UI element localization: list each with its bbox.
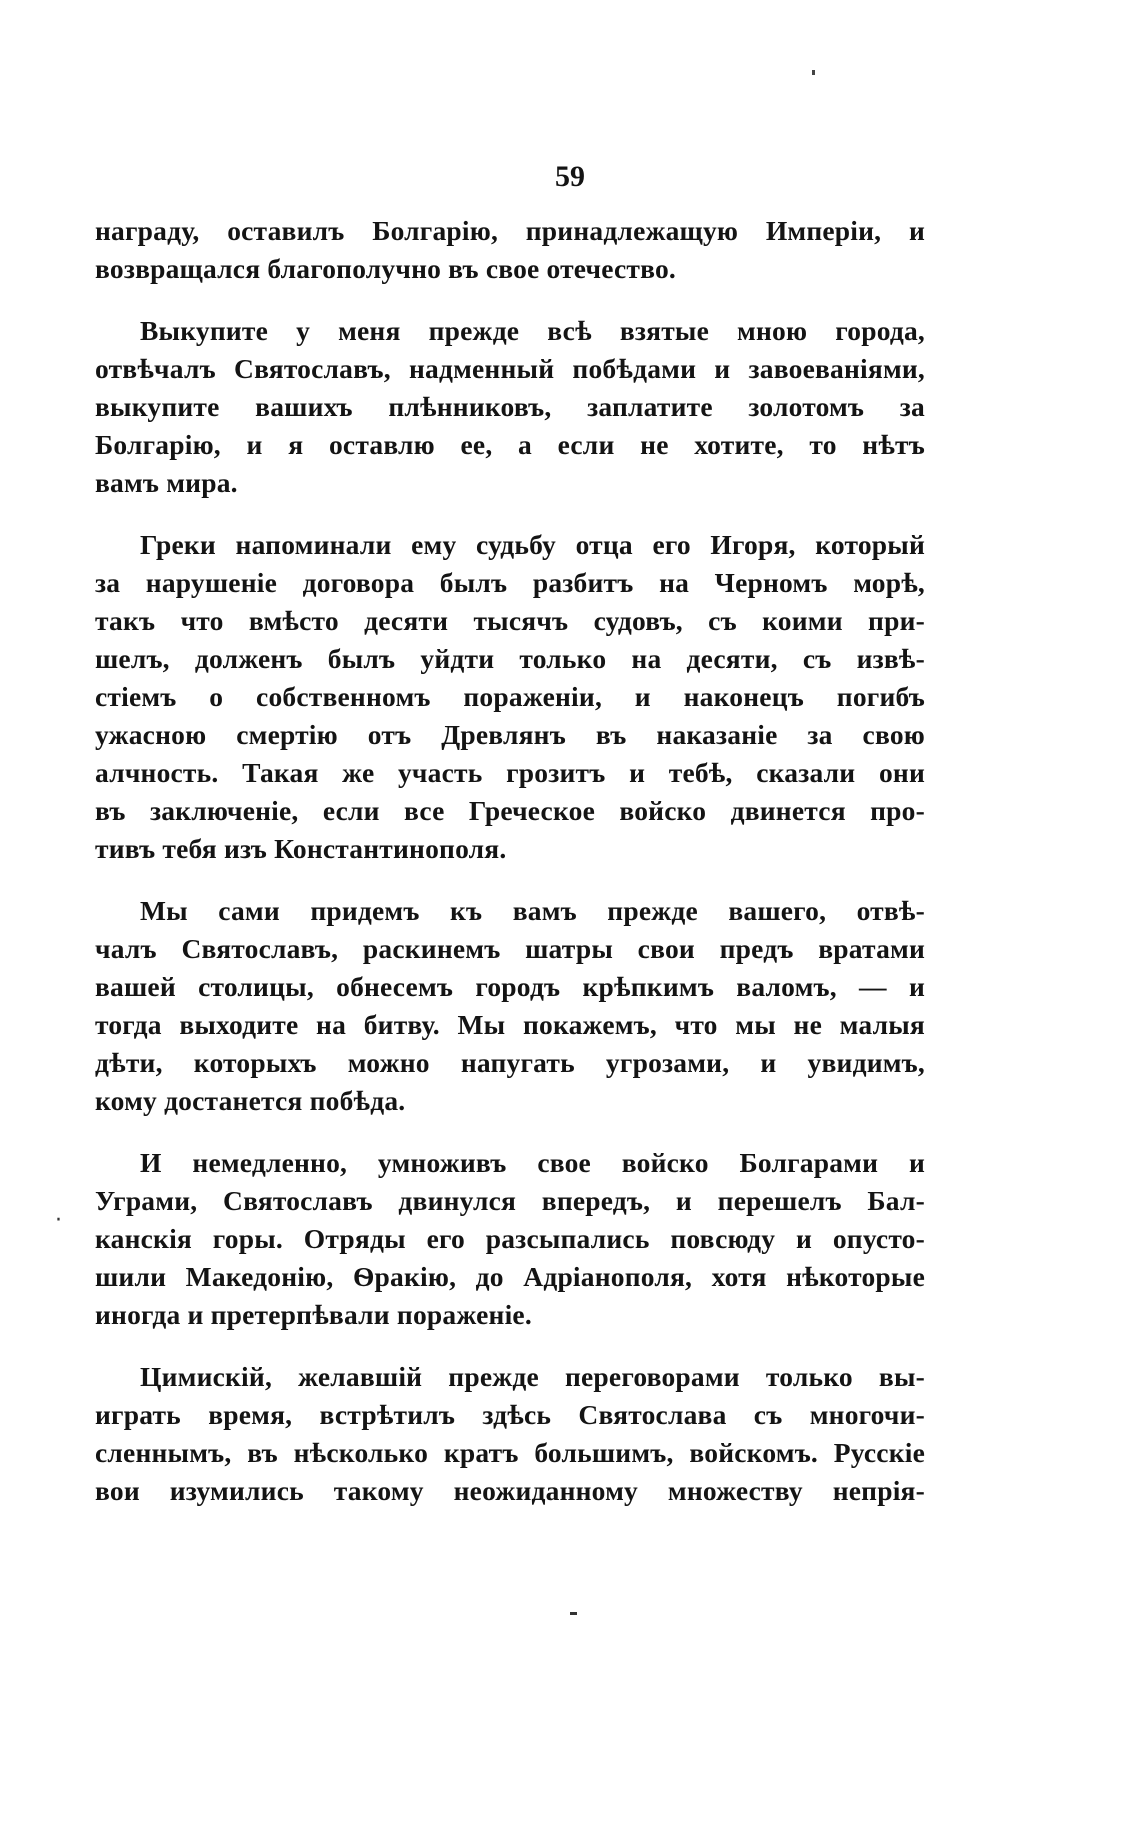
page-number: 59: [555, 160, 585, 193]
text-line: Болгарію, и я оставлю ее, а если не хотите, то нѣтъ: [95, 429, 925, 460]
text-line: вашей столицы, обнесемъ городъ крѣпкимъ валомъ, — и: [95, 971, 925, 1002]
text-line: сленнымъ, въ нѣсколько кратъ большимъ, войскомъ. Русскіе: [95, 1437, 925, 1468]
body-text: [95, 212, 925, 1534]
text-line: стіемъ о собственномъ пораженіи, и наконецъ погибъ: [95, 681, 925, 712]
text-line: отвѣчалъ Святославъ, надменный побѣдами и завоеваніями,: [95, 353, 925, 384]
text-line: чалъ Святославъ, раскинемъ шатры свои предъ вратами: [95, 933, 925, 964]
print-speck: [570, 1612, 577, 1615]
text-line: возвращался благополучно въ свое отечество.: [95, 253, 676, 284]
text-line: канскія горы. Отряды его разсыпались повсюду и опусто-: [95, 1223, 925, 1254]
text-line: за нарушеніе договора былъ разбитъ на Черномъ морѣ,: [95, 567, 925, 598]
text-line: вамъ мира.: [95, 467, 238, 498]
text-line: дѣти, которыхъ можно напугать угрозами, и увидимъ,: [95, 1047, 925, 1078]
text-line: алчность. Такая же участь грозитъ и тебѣ, сказали они: [95, 757, 925, 788]
text-line: вои изумились такому неожиданному множеству непрія-: [95, 1475, 925, 1506]
text-line: ужасною смертію отъ Древлянъ въ наказаніе за свою: [95, 719, 925, 750]
text-line: тивъ тебя изъ Константинополя.: [95, 833, 507, 864]
text-line: кому достанется побѣда.: [95, 1085, 406, 1116]
text-line: Выкупите у меня прежде всѣ взятые мною города,: [140, 315, 925, 346]
text-line: Мы сами придемъ къ вамъ прежде вашего, отвѣ-: [140, 895, 925, 926]
text-line: Греки напоминали ему судьбу отца его Игоря, который: [140, 529, 925, 560]
paragraph-5: [95, 1144, 925, 1334]
print-speck: [812, 70, 815, 75]
paragraph-3: [95, 526, 925, 868]
text-line: награду, оставилъ Болгарію, принадлежащую Имперіи, и: [95, 215, 925, 246]
text-line: такъ что вмѣсто десяти тысячъ судовъ, съ коими при-: [95, 605, 925, 636]
text-line: шили Македонію, Ѳракію, до Адріанополя, хотя нѣкоторые: [95, 1261, 925, 1292]
text-line: И немедленно, умноживъ свое войско Болгарами и: [140, 1147, 925, 1178]
text-line: шелъ, долженъ былъ уйдти только на десяти, съ извѣ-: [95, 643, 925, 674]
text-line: Уграми, Святославъ двинулся впередъ, и перешелъ Бал-: [95, 1185, 925, 1216]
text-line: иногда и претерпѣвали пораженіе.: [95, 1299, 532, 1330]
text-line: тогда выходите на битву. Мы покажемъ, что мы не малыя: [95, 1009, 925, 1040]
text-line: Цимискій, желавшій прежде переговорами только вы-: [140, 1361, 925, 1392]
paragraph-4: [95, 892, 925, 1120]
text-line: играть время, встрѣтилъ здѣсь Святослава съ многочи-: [95, 1399, 925, 1430]
margin-speck: ·: [55, 1208, 62, 1233]
text-line: выкупите вашихъ плѣнниковъ, заплатите золотомъ за: [95, 391, 925, 422]
paragraph-6: [95, 1358, 925, 1510]
text-line: въ заключеніе, если все Греческое войско двинется про-: [95, 795, 925, 826]
paragraph-1: [95, 212, 925, 288]
paragraph-2: [95, 312, 925, 502]
